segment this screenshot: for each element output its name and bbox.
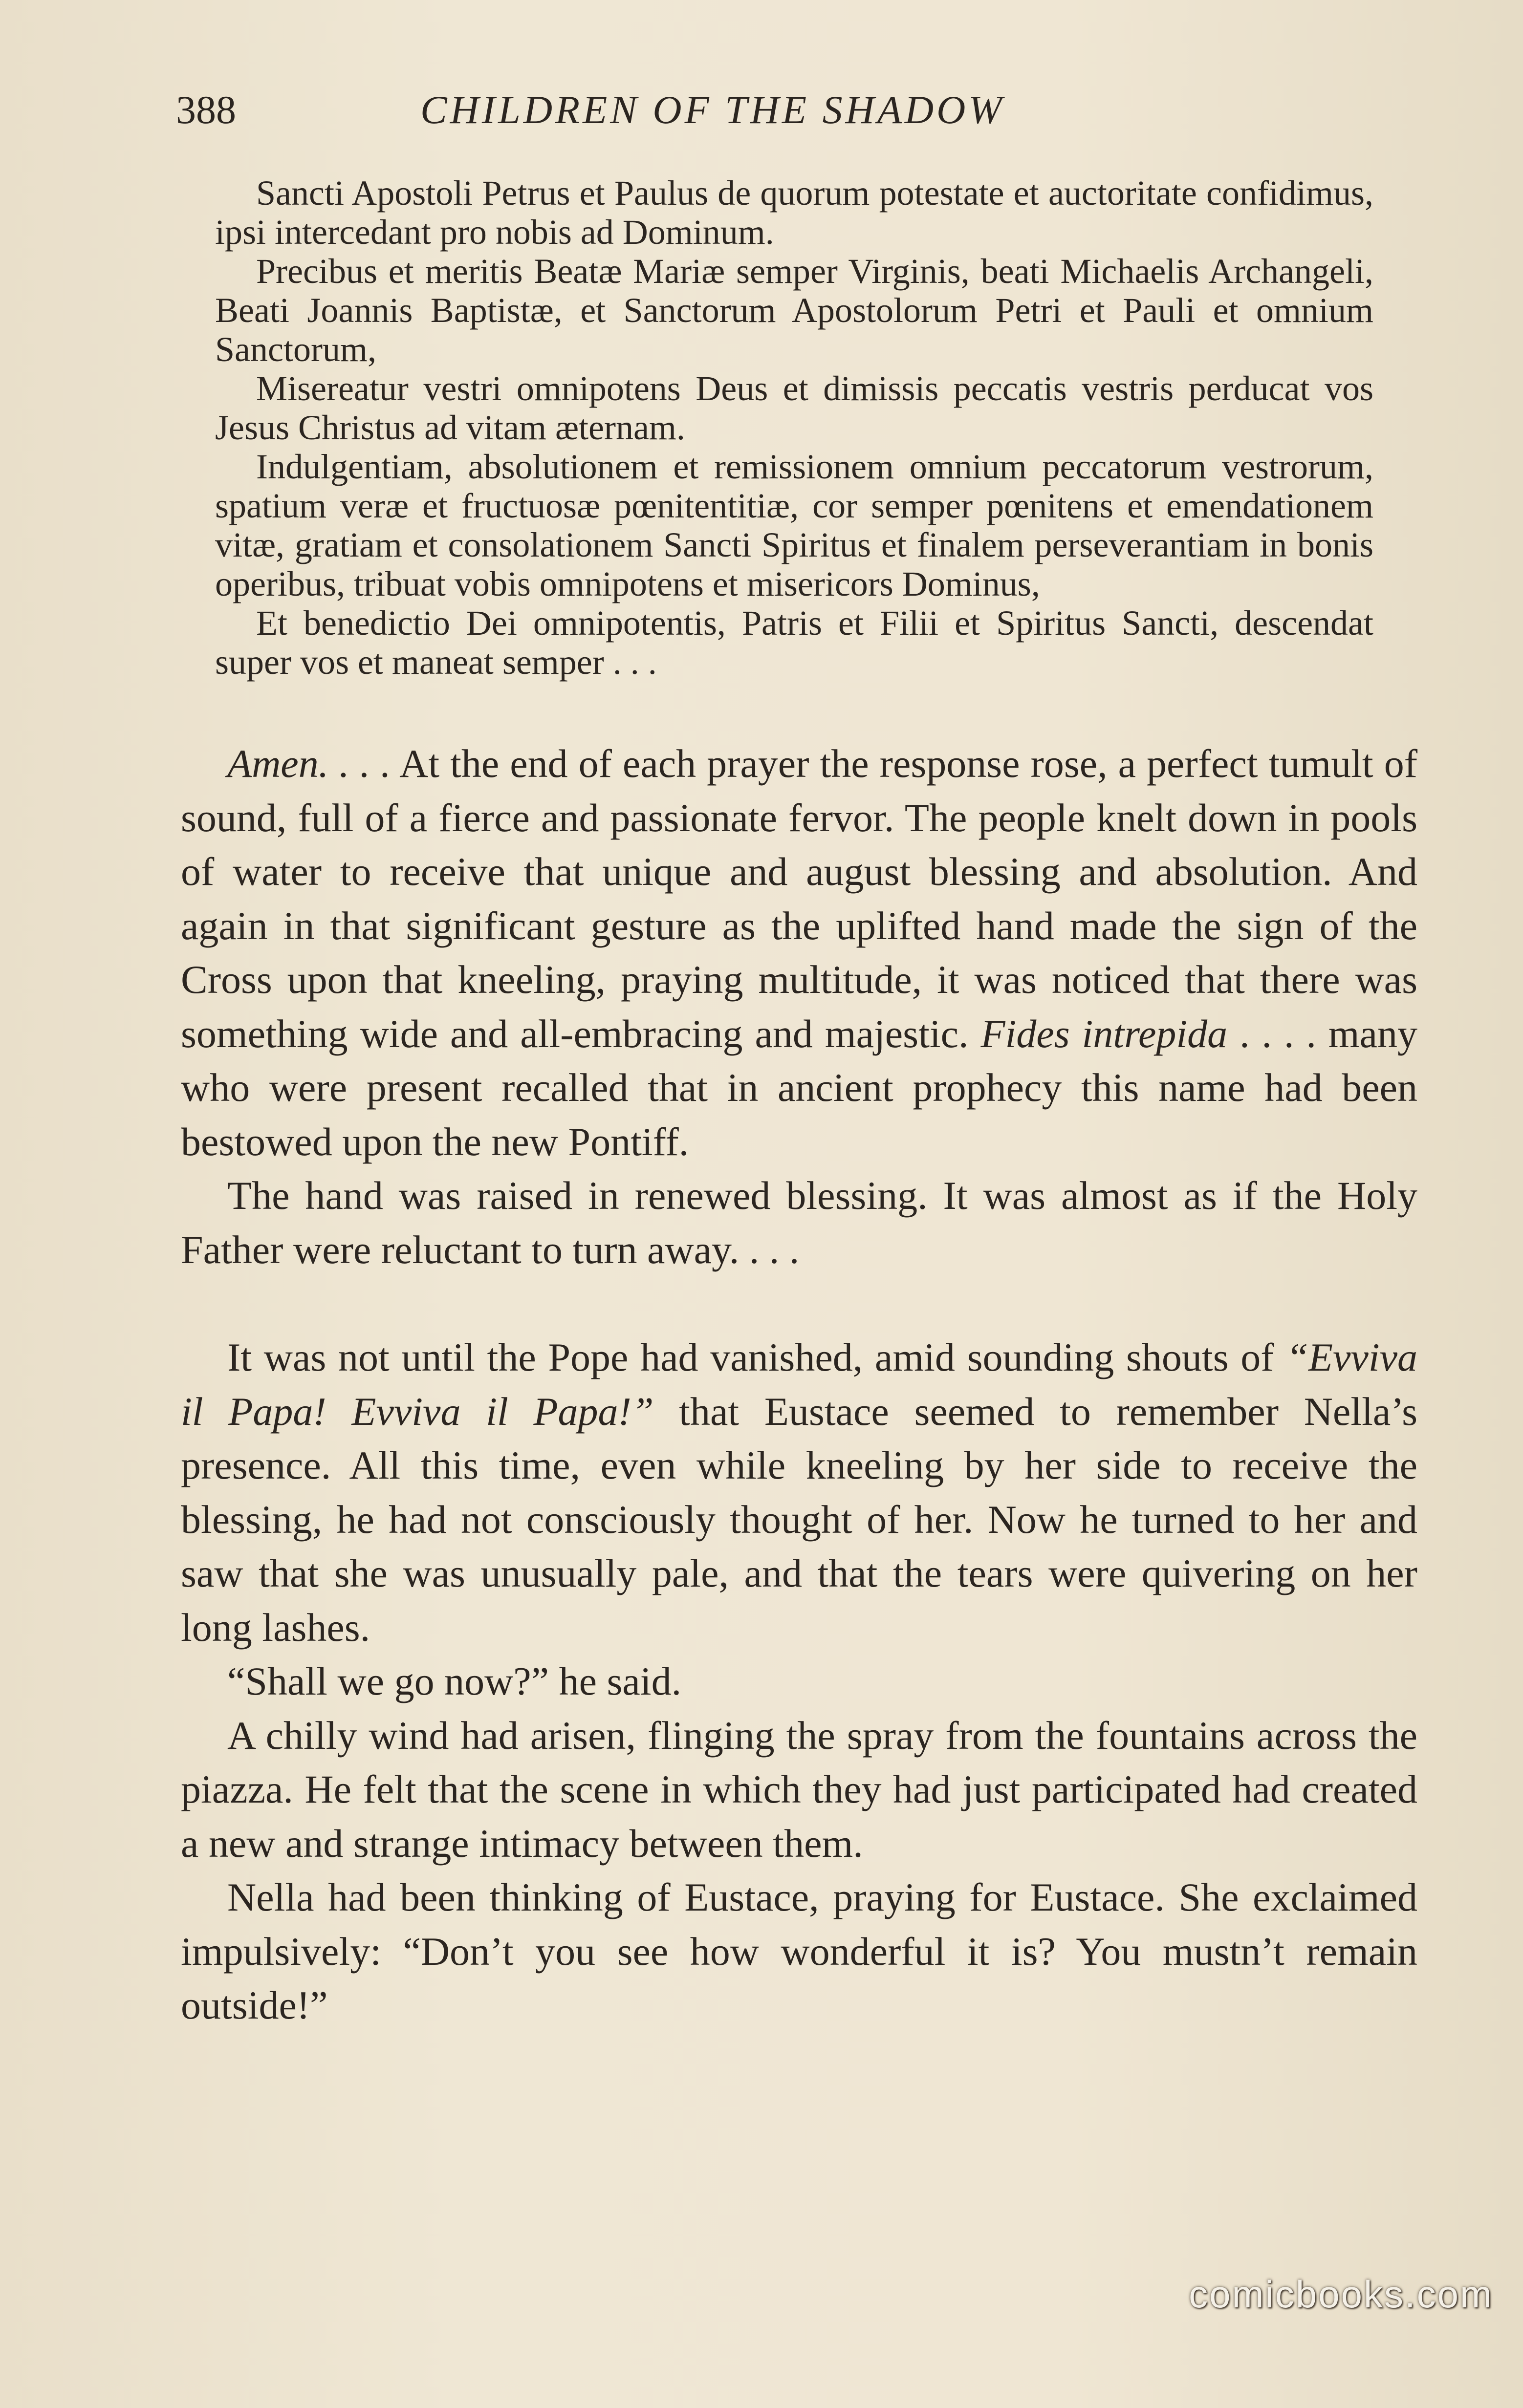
amen-italic: Amen. . . .: [227, 741, 391, 786]
body-paragraph: Nella had been thinking of Eustace, praying for Eustace. She exclaimed impulsively: “Don’t you see how wonderful it is? You mustn’t remain outside!”: [181, 1875, 1417, 2027]
body-paragraph: [181, 737, 1417, 1169]
body-paragraph: A chilly wind had arisen, flinging the spray from the fountains across the piazza. He felt that the scene in which they had just participated had created a new and strange intimacy between them.: [181, 1713, 1417, 1866]
latin-paragraph: Indulgentiam, absolutionem et remissionem omnium peccatorum vestrorum, spatium veræ et fructuosæ pœnitentitiæ, cor semper pœnitens et emendationem vitæ, gratiam et consolationem Sancti Spiritus et finalem perseverantiam in bonis operibus, tribuat vobis omnipotens et misericors Dominus,: [215, 447, 1373, 603]
body-paragraph: “Shall we go now?” he said.: [227, 1659, 682, 1703]
fides-intrepida-italic: Fides intrepida: [980, 1011, 1228, 1056]
evviva-italic: “Evviva il Papa! Evviva il Papa!”: [181, 1335, 1417, 1434]
page-header: [176, 83, 1417, 137]
body-text-run: At the end of each prayer the response rose, a perfect tumult of sound, full of a fierce and passionate fervor. The people knelt down in pools of water to receive that unique and august blessing and absolution. And again in that significant gesture as the uplifted hand made the sign of the Cross upon that kneeling, praying multitude, it was noticed that there was something wide and all-embracing and majestic.: [181, 741, 1417, 1056]
latin-paragraph: Misereatur vestri omnipotens Deus et dimissis peccatis vestris perducat vos Jesus Christus ad vitam æternam.: [215, 369, 1373, 447]
page-number: 388: [176, 87, 236, 132]
running-head: CHILDREN OF THE SHADOW: [420, 87, 1005, 132]
latin-blessing-block: [215, 173, 1373, 682]
latin-paragraph: Sancti Apostoli Petrus et Paulus de quorum potestate et auctoritate confidimus, ipsi intercedant pro nobis ad Dominum.: [215, 173, 1373, 252]
body-text-run: that Eustace seemed to remember Nella’s presence. All this time, even while kneeling by her side to receive the blessing, he had not consciously thought of her. Now he turned to her and saw that she was unusually pale, and that the tears were quivering on her long lashes.: [181, 1389, 1417, 1650]
latin-paragraph: Precibus et meritis Beatæ Mariæ semper Virginis, beati Michaelis Archangeli, Beati Joannis Baptistæ, et Sanctorum Apostolorum Petri et Pauli et omnium Sanctorum,: [215, 252, 1373, 369]
watermark: comicbooks.com: [1189, 2273, 1493, 2316]
latin-paragraph: Et benedictio Dei omnipotentis, Patris et Filii et Spiritus Sancti, descendat super vos et maneat semper . . .: [215, 603, 1373, 682]
body-text-run: It was not until the Pope had vanished, amid sounding shouts of: [227, 1335, 1286, 1379]
body-paragraph: [181, 1331, 1417, 1655]
body-text-run: . . . . many who were present recalled that in ancient prophecy this name had been bestowed upon the new Pontiff.: [181, 1011, 1417, 1164]
body-paragraph: The hand was raised in renewed blessing. It was almost as if the Holy Father were reluctant to turn away. . . .: [181, 1173, 1417, 1272]
body-text: [181, 737, 1417, 2033]
